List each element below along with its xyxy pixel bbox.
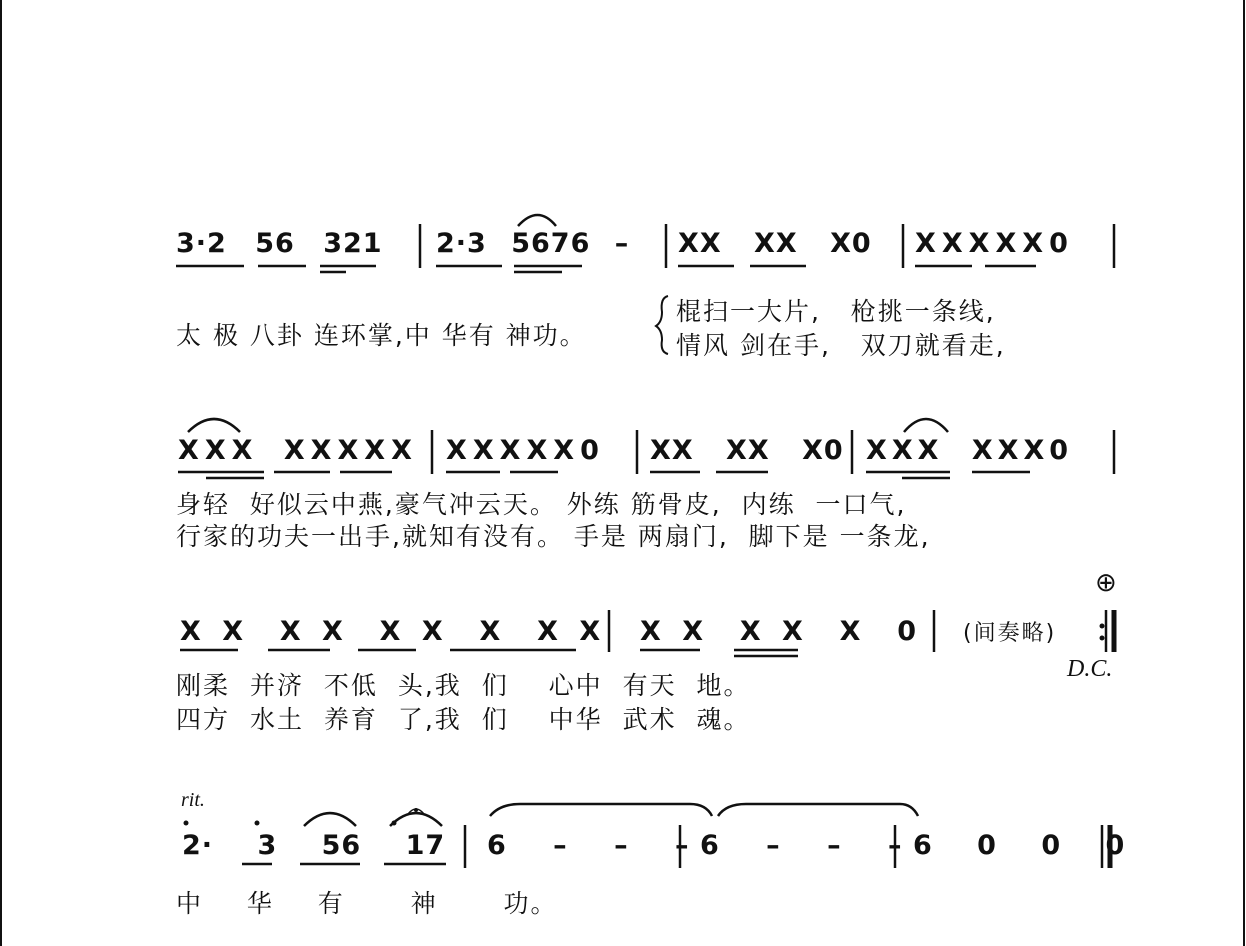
line4-measure-3: 6 – – – [700,830,903,861]
line3-measure-1: X X X X X X X X X [180,616,607,647]
verse-brace [656,296,668,354]
line2-measure-4: XXX XXX0 [866,435,1074,466]
line1-measure-4: XXXXX0 [915,228,1074,259]
line2-measure-1: XXX XXXXX [178,435,418,466]
line1-measure-1: 3·2 56 321 [176,228,383,259]
octave-dot [392,821,397,826]
octave-dot [184,821,189,826]
repeat-dot [1100,636,1105,641]
slur [188,419,240,432]
slur [904,419,948,432]
slur [390,813,442,826]
repeat-dot [1100,624,1105,629]
line3-lyrics-verse2: 四方 水土 养育 了,我 们 中华 武术 魂。 [176,705,751,734]
tempo-mark: rit. [181,789,205,811]
interlude-label: (间奏略) [963,621,1057,646]
dc-mark: D.C. [1067,656,1113,682]
octave-dot [255,821,260,826]
line1-lyrics-verse1: 棍扫一大片, 枪挑一条线, [676,297,996,326]
line1-lyrics: 太 极 八卦 连环掌,中 华有 神功。 [176,321,587,350]
line4-lyrics: 中 华 有 神 功。 [176,889,558,918]
line2-measure-2: XXXXX0 [446,435,605,466]
line1-measure-2: 2·3 5676 – [436,228,630,259]
line3-measure-2: X X X X X 0 [640,616,923,647]
tie [718,804,918,816]
line2-lyrics-verse2: 行家的功夫一出手,就知有没有。 手是 两扇门, 脚下是 一条龙, [176,522,931,551]
line3-lyrics-verse1: 刚柔 并济 不低 头,我 们 心中 有天 地。 [176,671,751,700]
slur [518,215,556,226]
line2-measure-3: XX XX X0 [650,435,844,466]
line4-measure-1: 2· 3 56 17 [182,830,446,861]
coda-sign: ⊕ [1095,568,1117,598]
line4-measure-2: 6 – – – [487,830,690,861]
tie [490,804,712,816]
line2-lyrics-verse1: 身轻 好似云中燕,豪气冲云天。 外练 筋骨皮, 内练 一口气, [176,490,907,519]
line1-measure-3: XX XX X0 [678,228,872,259]
line1-lyrics-verse2: 情风 剑在手, 双刀就看走, [676,331,1006,360]
line4-measure-4: 6 0 0 0 [913,830,1126,861]
slur [304,813,356,826]
